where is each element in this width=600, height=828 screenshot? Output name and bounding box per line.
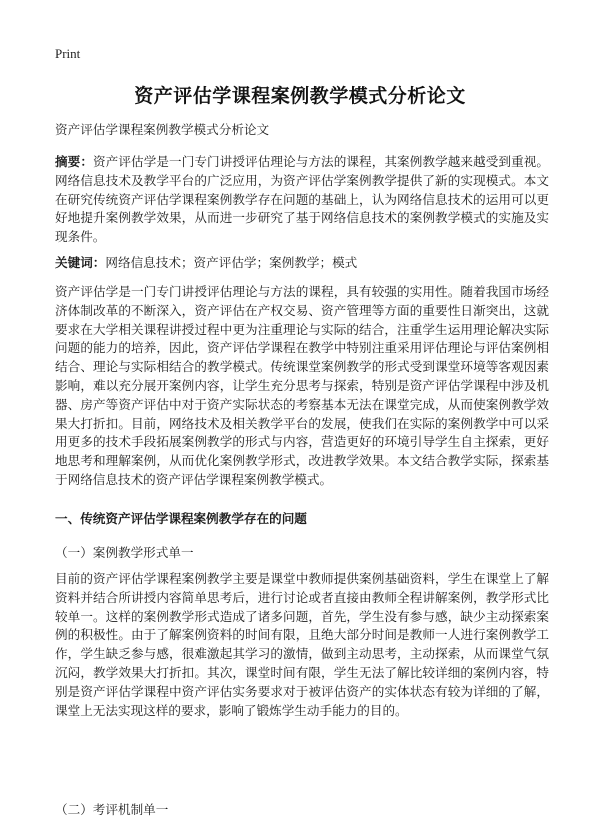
keywords-paragraph [55, 254, 549, 273]
abstract-label: 摘要： [55, 154, 94, 169]
subsection-1-paragraph: 目前的资产评估学课程案例教学主要是课堂中教师提供案例基础资料，学生在课堂上了解资料并结合所讲授内容简单思考后，进行讨论或者直接由教师全程讲解案例，教学形式比较单一。这样的案例教学形式造成了诸多问题，首先，学生没有参与感，缺少主动探索案例的积极性。由于了解案例资料的时间有限，且绝大部分时间是教师一人进行案例教学工作，学生缺乏参与感，很难激起其学习的激情，做到主动思考，主动探索，从而课堂气氛沉闷，教学效果大打折扣。其次，课堂时间有限，学生无法了解比较详细的案例内容，特别是资产评估学课程中资产评估实务要求对于被评估资产的实体状态有较为详细的了解，课堂上无法实现这样的要求，影响了锻炼学生动手能力的目的。 [55, 571, 549, 718]
section-heading: 一、传统资产评估学课程案例教学存在的问题 [55, 511, 307, 526]
subsection-heading-2: （二）考评机制单一 [55, 802, 169, 817]
keywords-label: 关键词： [55, 255, 106, 270]
keywords-text: 网络信息技术；资产评估学；案例教学；模式 [105, 255, 358, 270]
intro-paragraph: 资产评估学是一门专门讲授评估理论与方法的课程，具有较强的实用性。随着我国市场经济体制改革的不断深入，资产评估在产权交易、资产管理等方面的重要性日渐突出，这就要求在大学相关课程讲授过程中更为注重理论与实际的结合，注重学生运用理论解决实际问题的能力的培养，因此，资产评估学课程在教学中特别注重采用评估理论与评估案例相结合、理论与实际相结合的教学模式。传统课堂案例教学的形式受到课堂环境等客观因素影响，难以充分展开案例内容，让学生充分思考与探索，特别是资产评估学课程中涉及机器、房产等资产评估中对于资产实际状态的考察基本无法在课堂完成，从而使案例教学效果大打折扣。目前，网络技术及相关教学平台的发展，使我们在实际的案例教学中可以采用更多的技术手段拓展案例教学的形式与内容，营造更好的环境引导学生自主探索，更好地思考和理解案例，从而优化案例教学形式，改进教学效果。本文结合教学实际，探索基于网络信息技术的资产评估学课程案例教学模式。 [55, 284, 549, 487]
print-link[interactable]: Print [55, 46, 81, 61]
page-title: 资产评估学课程案例教学模式分析论文 [134, 85, 466, 107]
subsection-heading-1: （一）案例教学形式单一 [55, 545, 194, 560]
document-subtitle: 资产评估学课程案例教学模式分析论文 [55, 122, 270, 137]
abstract-paragraph [55, 153, 549, 247]
abstract-text: 资产评估学是一门专门讲授评估理论与方法的课程，其案例教学越来越受到重视。网络信息技术及教学平台的广泛应用，为资产评估学案例教学提供了新的实现模式。本文在研究传统资产评估学课程案例教学存在问题的基础上，认为网络信息技术的运用可以更好地提升案例教学效果，从而进一步研究了基于网络信息技术的案例教学模式的实施及实现条件。 [55, 154, 550, 245]
